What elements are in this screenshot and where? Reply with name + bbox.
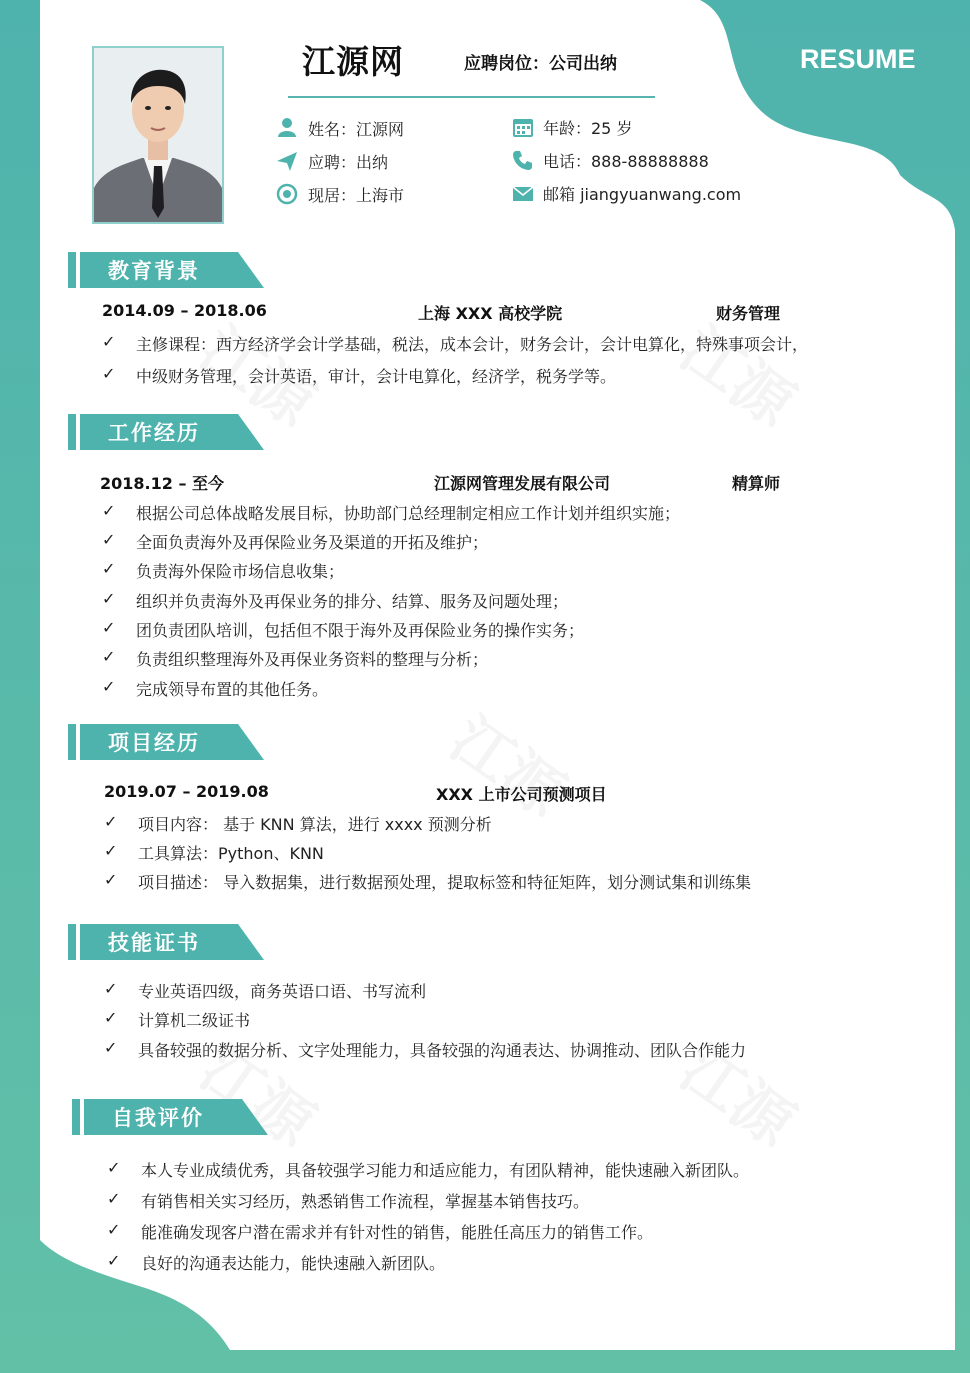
candidate-name: 江源网 <box>302 42 404 81</box>
check-icon: ✓ <box>107 1220 121 1239</box>
section-header-project <box>68 724 268 760</box>
info-age: 年龄：25 岁 <box>543 119 633 138</box>
check-icon: ✓ <box>104 1008 118 1027</box>
check-icon: ✓ <box>102 530 116 549</box>
work-role: 精算师 <box>732 474 781 493</box>
section-title: 项目经历 <box>108 731 200 755</box>
section-title: 自我评价 <box>112 1106 204 1130</box>
education-period: 2014.09 – 2018.06 <box>102 301 267 320</box>
mail-icon <box>512 183 534 205</box>
project-name: XXX 上市公司预测项目 <box>436 785 607 804</box>
work-company: 江源网管理发展有限公司 <box>434 474 611 493</box>
section-header-self <box>72 1099 272 1135</box>
check-icon: ✓ <box>104 841 118 860</box>
header-divider <box>288 96 655 98</box>
check-icon: ✓ <box>102 677 116 696</box>
project-period: 2019.07 – 2019.08 <box>104 782 269 801</box>
check-icon: ✓ <box>107 1251 121 1270</box>
info-residence: 现居：上海市 <box>308 186 405 205</box>
check-icon: ✓ <box>102 364 116 383</box>
education-major: 财务管理 <box>716 304 781 323</box>
check-icon: ✓ <box>104 979 118 998</box>
section-title: 工作经历 <box>108 421 200 445</box>
section-title: 教育背景 <box>108 259 200 283</box>
calendar-icon <box>512 116 534 138</box>
section-header-work <box>68 414 268 450</box>
check-icon: ✓ <box>107 1158 121 1177</box>
resume-label: RESUME <box>800 44 916 74</box>
info-name: 姓名：江源网 <box>308 120 405 139</box>
check-icon: ✓ <box>102 618 116 637</box>
resume-page: 江源网 应聘岗位：公司出纳 RESUME 姓名：江源网 应聘：出纳 现居：上海市 年龄：25 岁 电话：888-88888888 邮箱 jiangyuanwang.com 教育背景 2014.09 – 2018.06 上海 XXX 高校学院 财务管理 ✓ 主修课程：西方经济学会计学基础，税法，成本会计，财务会计，会计电算化，特殊事项会计， ✓ 中级财务管理，会计英语，审计，会计电算化，经济学，税务学等。 工作经历 2018.12 – 至今 江源网管理发展有限公司 精算师 ✓ 根据公司总体战略发展目标，协助部门总经理制定相应工作计划并组织实施； ✓ 全面负责海外及再保险业务及渠道的开拓及维护； ✓ 负责海外保险市场信息收集； ✓ 组织并负责海外及再保业务的排分、结算、服务及问题处理； ✓ 团负责团队培训，包括但不限于海外及再保险业务的操作实务； ✓ 负责组织整理海外及再保业务资料的整理与分析； ✓ 完成领导布置的其他任务。 项目经历 2019.07 – 2019.08 XXX 上市公司预测项目 ✓ 项目内容： 基于 KNN 算法，进行 xxxx 预测分析 ✓ 工具算法：Python、KNN ✓ 项目描述： 导入数据集，进行数据预处理，提取标签和特征矩阵，划分测试集和训练集 技能证书 ✓ 专业英语四级，商务英语口语、书写流利 ✓ 计算机二级证书 ✓ 具备较强的数据分析、文字处理能力，具备较强的沟通表达、协调推动、团队合作能力 自我评价 ✓ 本人专业成绩优秀，具备较强学习能力和适应能力，有团队精神，能快速融入新团队。 ✓ 有销售相关实习经历，熟悉销售工作流程，掌握基本销售技巧。 ✓ 能准确发现客户潜在需求并有针对性的销售，能胜任高压力的销售工作。 ✓ 良好的沟通表达能力，能快速融入新团队。 <box>0 0 970 1373</box>
send-icon <box>276 150 298 172</box>
phone-icon <box>512 149 534 171</box>
check-icon: ✓ <box>104 812 118 831</box>
check-icon: ✓ <box>102 501 116 520</box>
work-period: 2018.12 – 至今 <box>100 474 225 493</box>
check-icon: ✓ <box>107 1189 121 1208</box>
check-icon: ✓ <box>102 559 116 578</box>
person-icon <box>276 116 298 138</box>
check-icon: ✓ <box>102 647 116 666</box>
info-email: 邮箱 jiangyuanwang.com <box>543 185 742 204</box>
profile-photo <box>92 46 224 224</box>
info-phone: 电话：888-88888888 <box>543 152 709 171</box>
section-title: 技能证书 <box>108 931 200 955</box>
location-icon <box>276 183 298 205</box>
apply-position: 应聘岗位：公司出纳 <box>464 54 617 74</box>
section-header-education <box>68 252 268 288</box>
education-school: 上海 XXX 高校学院 <box>418 304 563 323</box>
check-icon: ✓ <box>104 870 118 889</box>
section-header-skills <box>68 924 268 960</box>
check-icon: ✓ <box>104 1038 118 1057</box>
check-icon: ✓ <box>102 332 116 351</box>
check-icon: ✓ <box>102 589 116 608</box>
info-apply: 应聘：出纳 <box>308 153 389 172</box>
